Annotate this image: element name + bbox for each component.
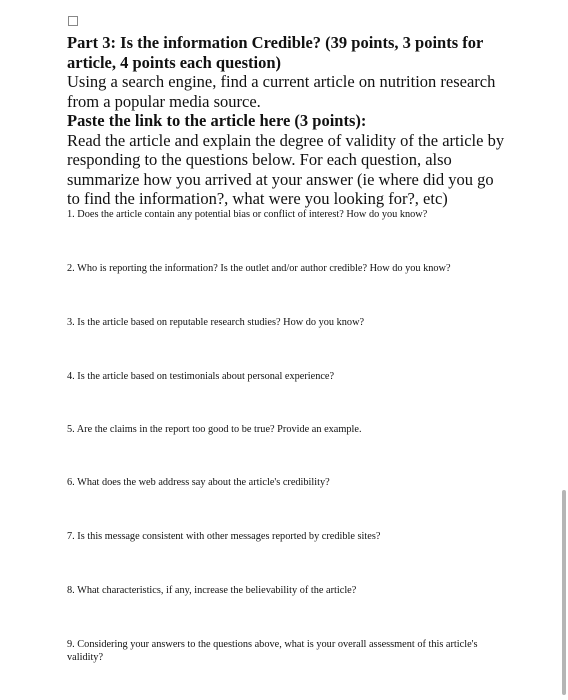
question-8: 8. What characteristics, if any, increase the believability of the article? <box>67 585 357 596</box>
instructions-text: Read the article and explain the degree of validity of the article by responding to the questions below. For each question, also summarize how you arrived at your answer (ie where did you go to find the information?, what were you looking for?, etc) <box>67 130 505 208</box>
question-5: 5. Are the claims in the report too good to be true? Provide an example. <box>67 424 362 435</box>
question-1: 1. Does the article contain any potential bias or conflict of interest? How do you know? <box>67 209 428 220</box>
question-6: 6. What does the web address say about the article's credibility? <box>67 477 330 488</box>
question-3: 3. Is the article based on reputable research studies? How do you know? <box>67 317 365 328</box>
question-4: 4. Is the article based on testimonials about personal experience? <box>67 371 335 382</box>
paste-link-heading: Paste the link to the article here (3 points): <box>67 111 367 130</box>
intro-text: Using a search engine, find a current article on nutrition research from a popular media source. <box>67 72 496 111</box>
question-7: 7. Is this message consistent with other messages reported by credible sites? <box>67 531 381 542</box>
question-9: 9. Considering your answers to the questions above, what is your overall assessment of this article's validity? <box>67 639 478 663</box>
question-2: 2. Who is reporting the information? Is the outlet and/or author credible? How do you know? <box>67 263 451 274</box>
answer-checkbox[interactable] <box>68 16 78 26</box>
part-3-section <box>67 33 507 209</box>
vertical-scrollbar[interactable] <box>562 490 566 695</box>
part-heading: Part 3: Is the information Credible? (39 points, 3 points for article, 4 points each question) <box>67 33 484 72</box>
